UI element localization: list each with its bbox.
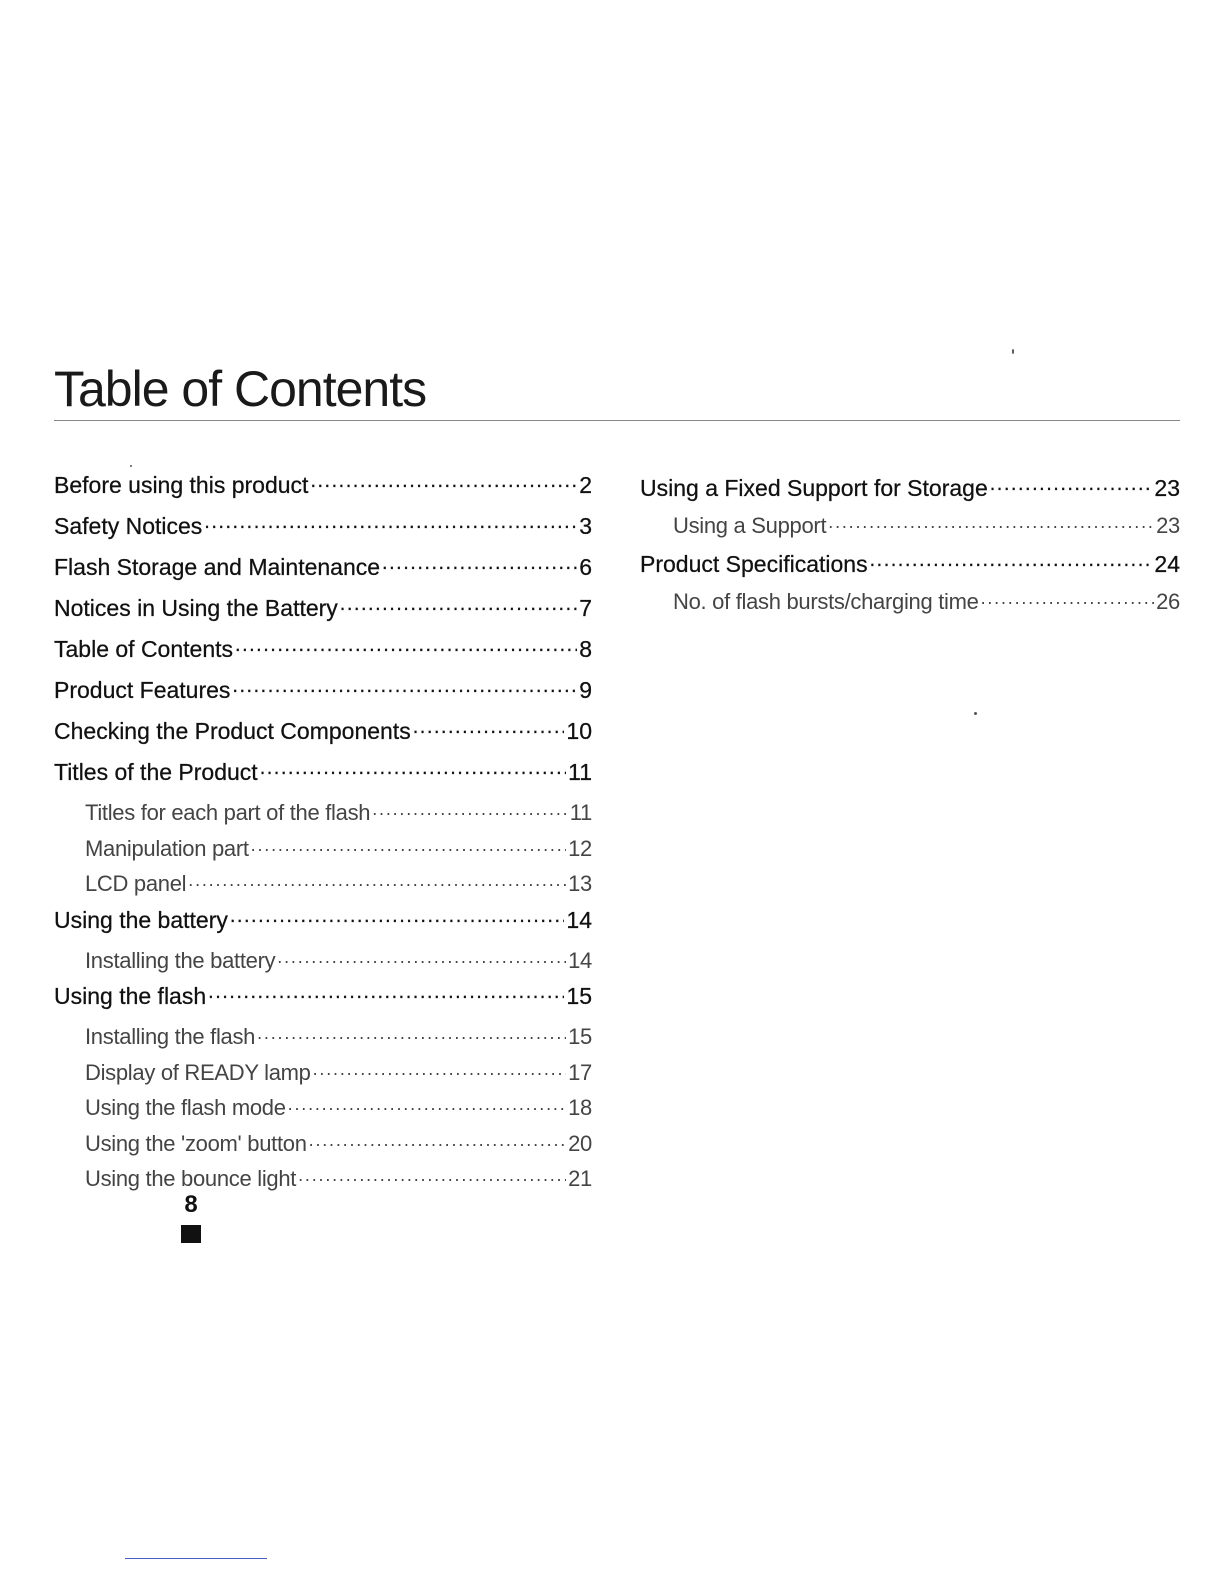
scan-speck bbox=[1012, 349, 1014, 354]
toc-subentry bbox=[54, 1093, 592, 1129]
title-divider bbox=[54, 420, 1180, 421]
toc-dot-leader bbox=[310, 470, 577, 493]
toc-entry-label: Product Features bbox=[54, 677, 231, 703]
toc-subentry bbox=[54, 1129, 592, 1165]
toc-left-column bbox=[54, 470, 592, 1200]
toc-entry-page: 2 bbox=[579, 472, 592, 498]
toc-subentry bbox=[54, 1164, 592, 1200]
toc-dot-leader bbox=[870, 549, 1153, 572]
toc-subentry bbox=[640, 587, 1180, 625]
scan-speck bbox=[130, 465, 132, 467]
toc-entry-page: 8 bbox=[579, 636, 592, 662]
toc-dot-leader bbox=[208, 981, 564, 1004]
toc-entry-page: 13 bbox=[568, 871, 592, 896]
toc-entry-label: Titles for each part of the flash bbox=[85, 800, 371, 825]
toc-entry-page: 14 bbox=[568, 947, 592, 973]
toc-entry-page: 9 bbox=[579, 677, 592, 703]
toc-entry bbox=[54, 981, 592, 1022]
toc-dot-leader bbox=[413, 716, 565, 739]
toc-entry-label: Display of READY lamp bbox=[85, 1059, 311, 1085]
toc-dot-leader bbox=[235, 634, 577, 657]
toc-dot-leader bbox=[257, 1022, 566, 1044]
toc-entry-page: 6 bbox=[579, 554, 592, 580]
toc-entry-label: Before using this product bbox=[54, 472, 309, 498]
toc-entry-page: 12 bbox=[568, 835, 592, 861]
toc-subentry bbox=[640, 511, 1180, 549]
toc-entry bbox=[54, 552, 592, 593]
footer-rule bbox=[125, 1558, 267, 1559]
toc-entry-page: 7 bbox=[579, 595, 592, 621]
toc-dot-leader bbox=[232, 675, 577, 698]
toc-dot-leader bbox=[340, 593, 577, 616]
toc-entry-page: 20 bbox=[568, 1130, 592, 1156]
toc-dot-leader bbox=[277, 946, 566, 968]
toc-entry-page: 11 bbox=[569, 800, 592, 825]
toc-entry-label: No. of flash bursts/charging time bbox=[673, 589, 979, 614]
toc-entry-page: 21 bbox=[568, 1166, 592, 1191]
toc-entry-label: Using the battery bbox=[54, 906, 228, 933]
toc-entry-page: 24 bbox=[1154, 551, 1180, 577]
toc-entry bbox=[54, 511, 592, 552]
toc-entry-page: 3 bbox=[579, 513, 592, 539]
toc-entry bbox=[54, 716, 592, 757]
toc-entry bbox=[54, 470, 592, 511]
page-footer bbox=[176, 1193, 206, 1243]
toc-entry bbox=[54, 905, 592, 946]
toc-subentry bbox=[54, 946, 592, 982]
toc-dot-leader bbox=[372, 798, 568, 820]
toc-dot-leader bbox=[309, 1129, 566, 1151]
toc-dot-leader bbox=[382, 552, 577, 575]
toc-entry-page: 17 bbox=[568, 1059, 592, 1085]
toc-dot-leader bbox=[981, 587, 1155, 609]
toc-dot-leader bbox=[288, 1093, 566, 1115]
toc-entry-page: 26 bbox=[1156, 589, 1180, 614]
toc-entry-label: Using the flash bbox=[54, 983, 207, 1009]
page-number: 8 bbox=[184, 1191, 198, 1218]
toc-entry-label: Safety Notices bbox=[54, 513, 203, 539]
toc-entry-label: Using a Fixed Support for Storage bbox=[640, 475, 988, 501]
toc-entry-label: Product Specifications bbox=[640, 551, 868, 577]
toc-entry bbox=[640, 549, 1180, 587]
page-title: Table of Contents bbox=[54, 361, 427, 417]
toc-entry-page: 14 bbox=[566, 906, 592, 933]
toc-entry-label: LCD panel bbox=[85, 871, 187, 896]
toc-entry-label: Titles of the Product bbox=[54, 759, 258, 785]
toc-entry-label: Using the bounce light bbox=[85, 1166, 297, 1191]
toc-entry-label: Using a Support bbox=[673, 513, 827, 538]
toc-entry-page: 23 bbox=[1154, 475, 1180, 501]
toc-dot-leader bbox=[260, 757, 566, 780]
toc-dot-leader bbox=[230, 905, 565, 928]
toc-entry-page: 15 bbox=[568, 1024, 592, 1049]
toc-dot-leader bbox=[188, 869, 566, 891]
toc-entry-page: 15 bbox=[566, 983, 592, 1009]
toc-entry-page: 23 bbox=[1156, 513, 1180, 538]
toc-entry-page: 11 bbox=[568, 759, 592, 785]
toc-entry-label: Table of Contents bbox=[54, 636, 234, 662]
toc-entry-label: Installing the battery bbox=[85, 947, 276, 973]
toc-dot-leader bbox=[204, 511, 577, 534]
toc-subentry bbox=[54, 869, 592, 905]
toc-entry-label: Flash Storage and Maintenance bbox=[54, 554, 381, 580]
toc-entry bbox=[54, 757, 592, 798]
toc-entry-label: Using the flash mode bbox=[85, 1095, 286, 1120]
toc-right-column bbox=[640, 473, 1180, 625]
page-marker-square bbox=[181, 1225, 201, 1243]
toc-entry-label: Notices in Using the Battery bbox=[54, 595, 338, 621]
toc-dot-leader bbox=[990, 473, 1153, 496]
toc-entry bbox=[54, 675, 592, 716]
toc-dot-leader bbox=[313, 1058, 567, 1080]
toc-subentry bbox=[54, 798, 592, 834]
toc-entry bbox=[640, 473, 1180, 511]
toc-subentry bbox=[54, 1022, 592, 1058]
toc-entry-label: Using the 'zoom' button bbox=[85, 1130, 307, 1156]
toc-entry-label: Installing the flash bbox=[85, 1024, 256, 1049]
toc-subentry bbox=[54, 834, 592, 870]
toc-entry bbox=[54, 634, 592, 675]
toc-entry-label: Manipulation part bbox=[85, 835, 249, 861]
toc-entry bbox=[54, 593, 592, 634]
toc-dot-leader bbox=[251, 834, 566, 856]
toc-dot-leader bbox=[828, 511, 1154, 533]
toc-entry-page: 10 bbox=[566, 718, 592, 744]
toc-entry-page: 18 bbox=[568, 1095, 592, 1120]
toc-subentry bbox=[54, 1058, 592, 1094]
scan-speck bbox=[974, 712, 977, 715]
toc-entry-label: Checking the Product Components bbox=[54, 718, 411, 744]
toc-dot-leader bbox=[298, 1164, 566, 1186]
